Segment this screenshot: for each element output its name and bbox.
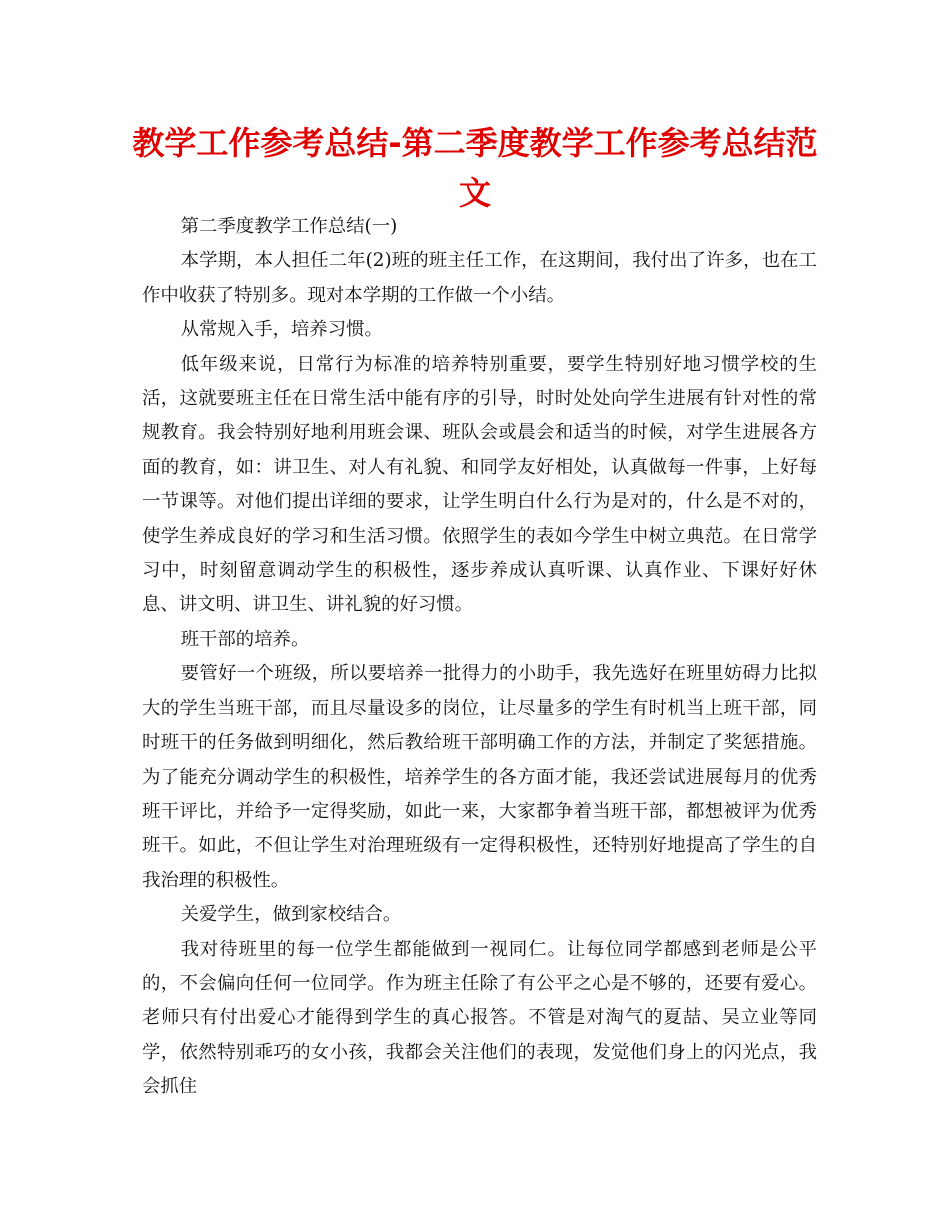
paragraph-habits: 低年级来说，日常行为标准的培养特别重要，要学生特别好地习惯学校的生活，这就要班主任在日常生活中能有序的引导，时时处处向学生进展有针对性的常规教育。我会特别好地利用班会课、班队会或晨会和适当的时候，对学生进展各方面的教育，如：讲卫生、对人有礼貌、和同学友好相处，认真做每一件事，上好每一节课等。对他们提出详细的要求，让学生明白什么行为是对的，什么是不对的，使学生养成良好的学习和生活习惯。依照学生的表如今学生中树立典范。在日常学习中，时刻留意调动学生的积极性，逐步养成认真听课、认真作业、下课好好休息、讲文明、讲卫生、讲礼貌的好习惯。 (142, 353, 817, 616)
paragraph-heading-habits: 从常规入手，培养习惯。 (180, 319, 383, 341)
paragraph-care: 我对待班里的每一位学生都能做到一视同仁。让每位同学都感到老师是公平的，不会偏向任何一位同学。作为班主任除了有公平之心是不够的，还要有爱心。老师只有付出爱心才能得到学生的真心报答。不管是对淘气的夏喆、吴立业等同学，依然特别乖巧的女小孩，我都会关注他们的表现，发觉他们身上的闪光点，我会抓住 (142, 938, 817, 1098)
paragraph-heading-cadres: 班干部的培养。 (180, 628, 310, 650)
paragraph-section-heading: 第二季度教学工作总结(一) (180, 216, 398, 237)
paragraph-cadres: 要管好一个班级，所以要培养一批得力的小助手，我先选好在班里妨碍力比拟大的学生当班干部，而且尽量设多的岗位，让尽量多的学生有时机当上班干部，同时班干的任务做到明细化，然后教给班干部明确工作的方法，并制定了奖惩措施。为了能充分调动学生的积极性，培养学生的各方面才能，我还尝试进展每月的优秀班干评比，并给予一定得奖励，如此一来，大家都争着当班干部，都想被评为优秀班干。如此，不但让学生对治理班级有一定得积极性，还特别好地提高了学生的自我治理的积极性。 (142, 663, 817, 891)
document-title: 教学工作参考总结-第二季度教学工作参考总结范文 (132, 124, 818, 212)
document-body (142, 210, 817, 1105)
paragraph-heading-care: 关爱学生，做到家校结合。 (180, 904, 402, 926)
paragraph-intro: 本学期，本人担任二年(2)班的班主任工作，在这期间，我付出了许多，也在工作中收获了特别多。现对本学期的工作做一个小结。 (142, 250, 817, 306)
